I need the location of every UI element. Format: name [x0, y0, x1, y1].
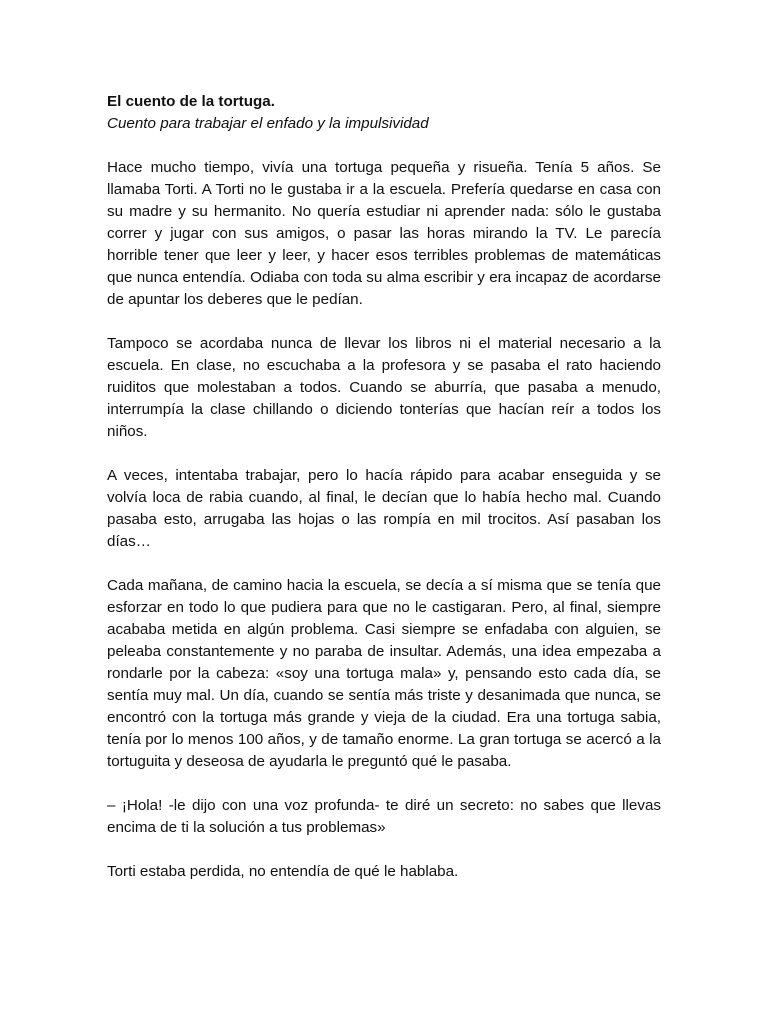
paragraph: Cada mañana, de camino hacia la escuela, se decía a sí misma que se tenía que esforzar en todo lo que pudiera para que no le castigaran. Pero, al final, siempre acababa metida en algún problema. Casi siempre se enfadaba con alguien, se peleaba constantemente y no paraba de insultar. Además, una idea empezaba a rondarle por la cabeza: «soy una tortuga mala» y, pensando esto cada día, se sentía muy mal. Un día, cuando se sentía más triste y desanimada que nunca, se encontró con la tortuga más grande y vieja de la ciudad. Era una tortuga sabia, tenía por lo menos 100 años, y de tamaño enorme. La gran tortuga se acercó a la tortuguita y deseosa de ayudarla le preguntó qué le pasaba. — [107, 577, 661, 770]
paragraph: Hace mucho tiempo, vivía una tortuga pequeña y risueña. Tenía 5 años. Se llamaba Torti. A Torti no le gustaba ir a la escuela. Prefería quedarse en casa con su madre y su hermanito. No quería estudiar ni aprender nada: sólo le gustaba correr y jugar con sus amigos, o pasar las horas mirando la TV. Le parecía horrible tener que leer y leer, y hacer esos terribles problemas de matemáticas que nunca entendía. Odiaba con toda su alma escribir y era incapaz de acordarse de apuntar los deberes que le pedían. — [107, 159, 661, 308]
paragraph: A veces, intentaba trabajar, pero lo hacía rápido para acabar enseguida y se volvía loca de rabia cuando, al final, le decían que lo había hecho mal. Cuando pasaba esto, arrugaba las hojas o las rompía en mil trocitos. Así pasaban los días… — [107, 467, 661, 550]
paragraph: Tampoco se acordaba nunca de llevar los libros ni el material necesario a la escuela. En clase, no escuchaba a la profesora y se pasaba el rato haciendo ruiditos que molestaban a todos. Cuando se aburría, que pasaba a menudo, interrumpía la clase chillando o diciendo tonterías que hacían reír a todos los niños. — [107, 335, 661, 440]
document-page — [107, 91, 661, 883]
paragraph: – ¡Hola! -le dijo con una voz profunda- te diré un secreto: no sabes que llevas encima de ti la solución a tus problemas» — [107, 797, 661, 836]
document-title: El cuento de la tortuga. — [107, 93, 275, 110]
document-subtitle: Cuento para trabajar el enfado y la impulsividad — [107, 115, 429, 132]
paragraph: Torti estaba perdida, no entendía de qué le hablaba. — [107, 863, 459, 880]
